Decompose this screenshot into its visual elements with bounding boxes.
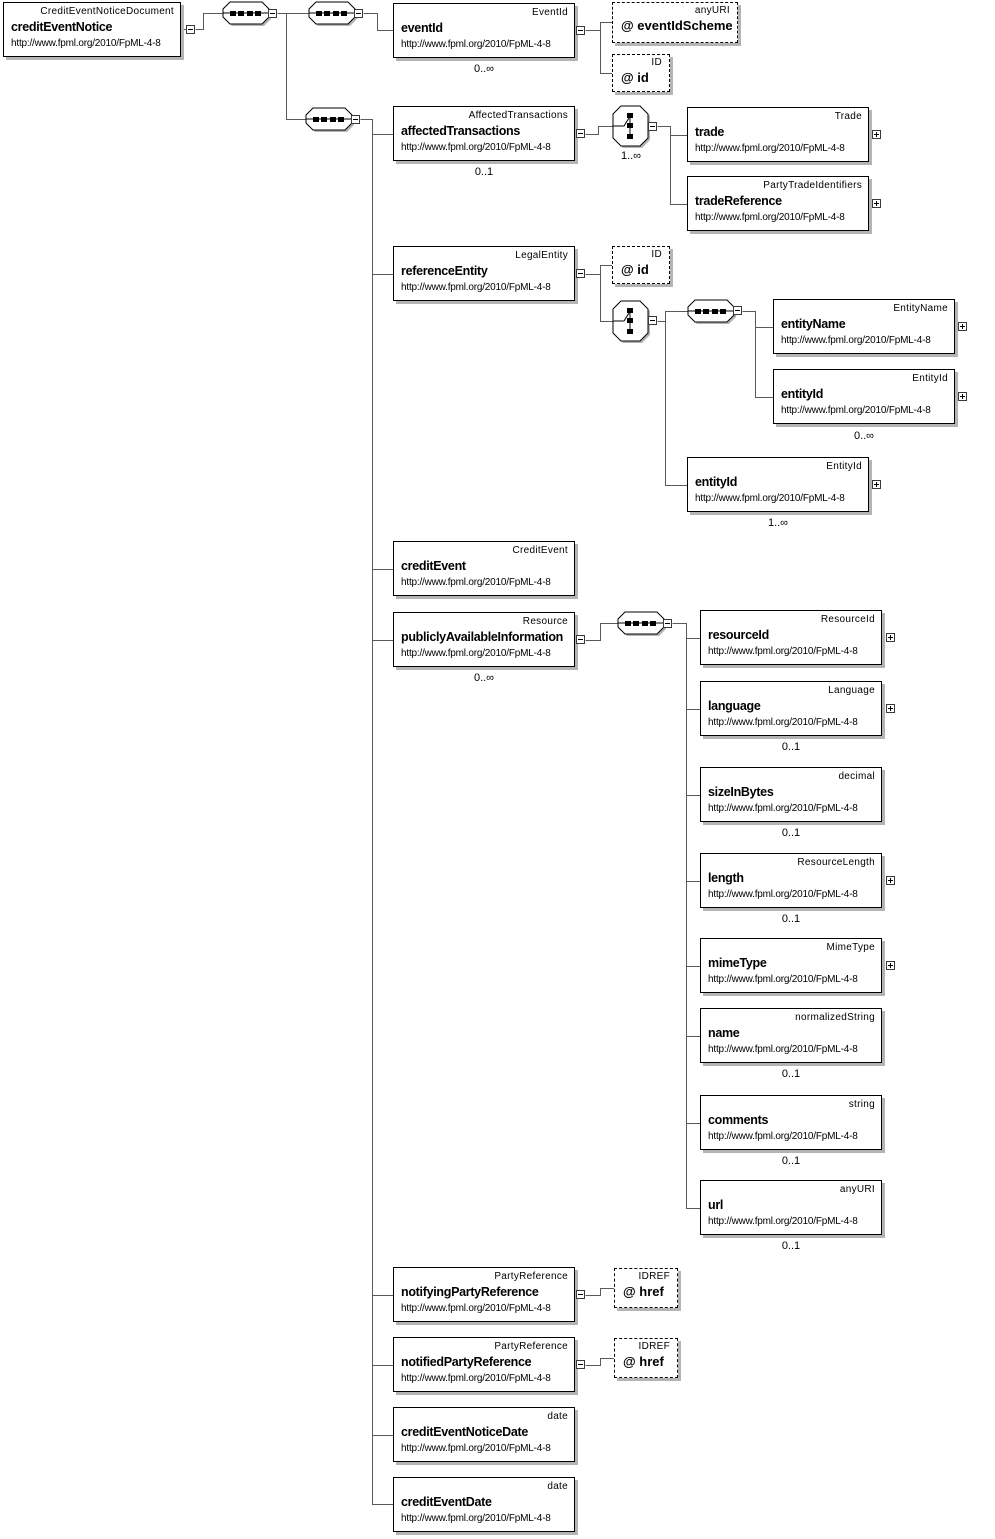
expand-icon[interactable] xyxy=(958,322,967,331)
element-namespace: http://www.fpml.org/2010/FpML-4-8 xyxy=(695,143,845,154)
element-affected-transactions[interactable] xyxy=(393,106,575,161)
element-credit-event-notice-date[interactable] xyxy=(393,1407,575,1462)
element-name: resourceId xyxy=(708,628,769,642)
expand-icon[interactable] xyxy=(872,130,881,139)
collapse-icon[interactable] xyxy=(186,25,195,34)
type-label: ResourceLength xyxy=(797,857,875,868)
collapse-icon[interactable] xyxy=(576,269,585,278)
attribute-name: @ eventIdScheme xyxy=(621,18,733,33)
element-notifying-party-reference[interactable] xyxy=(393,1267,575,1322)
element-publicly-available-information[interactable] xyxy=(393,612,575,667)
element-namespace: http://www.fpml.org/2010/FpML-4-8 xyxy=(708,717,858,728)
element-namespace: http://www.fpml.org/2010/FpML-4-8 xyxy=(781,335,931,346)
element-name: language xyxy=(708,699,761,713)
type-label: Trade xyxy=(834,111,862,122)
cardinality-label: 0..1 xyxy=(781,1155,801,1167)
cardinality-label: 0..1 xyxy=(781,741,801,753)
type-label: normalizedString xyxy=(795,1012,875,1023)
type-label: CreditEventNoticeDocument xyxy=(40,6,174,17)
element-namespace: http://www.fpml.org/2010/FpML-4-8 xyxy=(401,1443,551,1454)
element-name: creditEventDate xyxy=(401,1495,492,1509)
attribute-href[interactable] xyxy=(614,1338,678,1378)
element-name: creditEventNotice xyxy=(11,20,113,34)
collapse-icon[interactable] xyxy=(268,9,277,18)
element-name: trade xyxy=(695,125,725,139)
type-label: PartyTradeIdentifiers xyxy=(763,180,862,191)
type-label: Language xyxy=(828,685,875,696)
element-namespace: http://www.fpml.org/2010/FpML-4-8 xyxy=(708,803,858,814)
type-label: decimal xyxy=(838,771,875,782)
type-label: AffectedTransactions xyxy=(468,110,568,121)
element-name: tradeReference xyxy=(695,194,782,208)
attribute-id[interactable] xyxy=(612,246,670,284)
attribute-name: @ id xyxy=(621,262,649,277)
cardinality-label: 0..1 xyxy=(781,913,801,925)
element-trade[interactable] xyxy=(687,107,869,162)
attribute-name: @ href xyxy=(623,1284,664,1299)
cardinality-label: 1..∞ xyxy=(767,517,789,529)
element-namespace: http://www.fpml.org/2010/FpML-4-8 xyxy=(708,974,858,985)
element-event-id[interactable] xyxy=(393,3,575,58)
choice-icon[interactable] xyxy=(612,105,652,151)
element-size-in-bytes[interactable] xyxy=(700,767,882,822)
element-name-field[interactable] xyxy=(700,1008,882,1063)
element-name: comments xyxy=(708,1113,769,1127)
element-namespace: http://www.fpml.org/2010/FpML-4-8 xyxy=(708,1131,858,1142)
collapse-icon[interactable] xyxy=(576,129,585,138)
element-namespace: http://www.fpml.org/2010/FpML-4-8 xyxy=(401,1513,551,1524)
element-notified-party-reference[interactable] xyxy=(393,1337,575,1392)
element-name: entityId xyxy=(695,475,738,489)
element-namespace: http://www.fpml.org/2010/FpML-4-8 xyxy=(401,648,551,659)
collapse-icon[interactable] xyxy=(648,316,657,325)
element-trade-reference[interactable] xyxy=(687,176,869,231)
collapse-icon[interactable] xyxy=(354,9,363,18)
element-mime-type[interactable] xyxy=(700,938,882,993)
element-name: publiclyAvailableInformation xyxy=(401,630,563,644)
cardinality-label: 0..∞ xyxy=(473,672,495,684)
type-label: MimeType xyxy=(826,942,875,953)
collapse-icon[interactable] xyxy=(663,619,672,628)
element-namespace: http://www.fpml.org/2010/FpML-4-8 xyxy=(401,1373,551,1384)
expand-icon[interactable] xyxy=(872,199,881,208)
element-namespace: http://www.fpml.org/2010/FpML-4-8 xyxy=(708,1044,858,1055)
collapse-icon[interactable] xyxy=(351,115,360,124)
attribute-href[interactable] xyxy=(614,1268,678,1308)
type-label: date xyxy=(547,1411,568,1422)
element-namespace: http://www.fpml.org/2010/FpML-4-8 xyxy=(401,577,551,588)
expand-icon[interactable] xyxy=(886,961,895,970)
element-namespace: http://www.fpml.org/2010/FpML-4-8 xyxy=(401,39,551,50)
element-name: entityId xyxy=(781,387,824,401)
collapse-icon[interactable] xyxy=(576,1360,585,1369)
type-label: Resource xyxy=(522,616,568,627)
element-namespace: http://www.fpml.org/2010/FpML-4-8 xyxy=(401,142,551,153)
element-namespace: http://www.fpml.org/2010/FpML-4-8 xyxy=(708,646,858,657)
sequence-icon[interactable] xyxy=(222,1,272,28)
element-name: sizeInBytes xyxy=(708,785,774,799)
expand-icon[interactable] xyxy=(872,480,881,489)
element-namespace: http://www.fpml.org/2010/FpML-4-8 xyxy=(695,212,845,223)
element-entity-id[interactable] xyxy=(773,369,955,424)
type-label: PartyReference xyxy=(494,1271,568,1282)
element-namespace: http://www.fpml.org/2010/FpML-4-8 xyxy=(781,405,931,416)
collapse-icon[interactable] xyxy=(576,1290,585,1299)
type-label: EntityId xyxy=(912,373,948,384)
attribute-event-id-scheme[interactable] xyxy=(612,2,738,43)
cardinality-label: 1..∞ xyxy=(620,150,642,162)
element-namespace: http://www.fpml.org/2010/FpML-4-8 xyxy=(708,889,858,900)
type-label: EntityId xyxy=(826,461,862,472)
element-namespace: http://www.fpml.org/2010/FpML-4-8 xyxy=(11,38,161,49)
element-credit-event-notice[interactable] xyxy=(3,2,181,57)
type-label: IDREF xyxy=(638,1271,670,1282)
attribute-name: @ href xyxy=(623,1354,664,1369)
element-namespace: http://www.fpml.org/2010/FpML-4-8 xyxy=(401,1303,551,1314)
type-label: string xyxy=(848,1099,875,1110)
expand-icon[interactable] xyxy=(886,633,895,642)
attribute-name: @ id xyxy=(621,70,649,85)
cardinality-label: 0..1 xyxy=(781,827,801,839)
element-namespace: http://www.fpml.org/2010/FpML-4-8 xyxy=(401,282,551,293)
collapse-icon[interactable] xyxy=(576,635,585,644)
element-url[interactable] xyxy=(700,1180,882,1235)
element-name: referenceEntity xyxy=(401,264,488,278)
element-credit-event[interactable] xyxy=(393,541,575,596)
collapse-icon[interactable] xyxy=(648,122,657,131)
type-label: ID xyxy=(651,57,662,68)
element-name: url xyxy=(708,1198,724,1212)
element-name: affectedTransactions xyxy=(401,124,521,138)
element-name: name xyxy=(708,1026,740,1040)
element-namespace: http://www.fpml.org/2010/FpML-4-8 xyxy=(695,493,845,504)
sequence-icon[interactable] xyxy=(687,299,737,326)
element-name: notifyingPartyReference xyxy=(401,1285,539,1299)
type-label: anyURI xyxy=(694,5,730,16)
element-name: entityName xyxy=(781,317,846,331)
element-entity-id[interactable] xyxy=(687,457,869,512)
expand-icon[interactable] xyxy=(958,392,967,401)
cardinality-label: 0..∞ xyxy=(473,63,495,75)
element-name: notifiedPartyReference xyxy=(401,1355,532,1369)
type-label: EntityName xyxy=(893,303,948,314)
element-reference-entity[interactable] xyxy=(393,246,575,301)
element-language[interactable] xyxy=(700,681,882,736)
type-label: CreditEvent xyxy=(512,545,568,556)
cardinality-label: 0..1 xyxy=(781,1068,801,1080)
expand-icon[interactable] xyxy=(886,876,895,885)
sequence-icon[interactable] xyxy=(308,1,358,28)
type-label: IDREF xyxy=(638,1341,670,1352)
type-label: PartyReference xyxy=(494,1341,568,1352)
type-label: date xyxy=(547,1481,568,1492)
element-entity-name[interactable] xyxy=(773,299,955,354)
element-name: creditEvent xyxy=(401,559,466,573)
type-label: ID xyxy=(651,249,662,260)
element-name: length xyxy=(708,871,744,885)
choice-icon[interactable] xyxy=(612,300,652,346)
collapse-icon[interactable] xyxy=(576,26,585,35)
element-length[interactable] xyxy=(700,853,882,908)
cardinality-label: 0..1 xyxy=(474,166,494,178)
element-name: mimeType xyxy=(708,956,767,970)
type-label: ResourceId xyxy=(820,614,875,625)
type-label: anyURI xyxy=(839,1184,875,1195)
type-label: LegalEntity xyxy=(515,250,568,261)
element-comments[interactable] xyxy=(700,1095,882,1150)
sequence-icon[interactable] xyxy=(617,611,667,638)
cardinality-label: 0..1 xyxy=(781,1240,801,1252)
cardinality-label: 0..∞ xyxy=(853,430,875,442)
expand-icon[interactable] xyxy=(886,704,895,713)
attribute-id[interactable] xyxy=(612,54,670,92)
type-label: EventId xyxy=(531,7,568,18)
element-credit-event-date[interactable] xyxy=(393,1477,575,1532)
sequence-icon[interactable] xyxy=(305,107,355,134)
element-name: creditEventNoticeDate xyxy=(401,1425,529,1439)
collapse-icon[interactable] xyxy=(733,306,742,315)
element-name: eventId xyxy=(401,21,443,35)
element-namespace: http://www.fpml.org/2010/FpML-4-8 xyxy=(708,1216,858,1227)
element-resource-id[interactable] xyxy=(700,610,882,665)
